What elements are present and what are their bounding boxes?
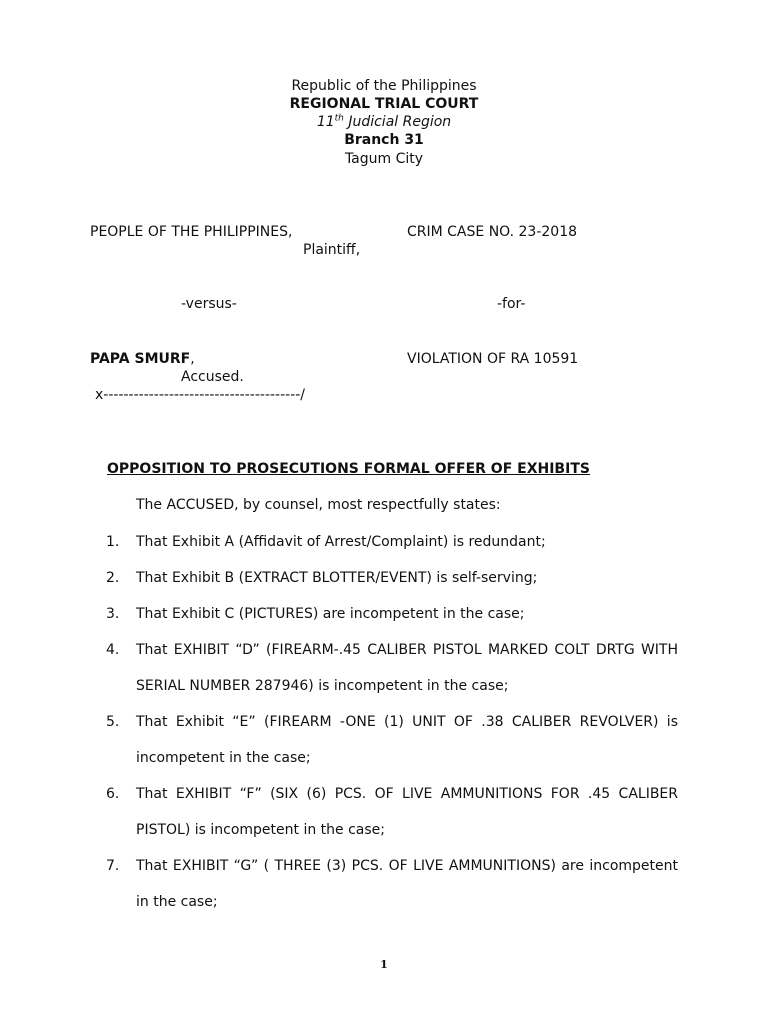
list-item — [106, 704, 678, 776]
item-text: That Exhibit B (EXTRACT BLOTTER/EVENT) is self-serving; — [136, 570, 538, 586]
header-region — [0, 114, 768, 130]
item-number: 4. — [106, 642, 120, 658]
list-item — [106, 596, 678, 632]
list-item — [106, 776, 678, 848]
list-item — [106, 632, 678, 704]
case-number: CRIM CASE NO. 23-2018 — [407, 224, 578, 240]
list-item — [106, 848, 678, 920]
document-title: OPPOSITION TO PROSECUTIONS FORMAL OFFER OF EXHIBITS — [107, 461, 590, 477]
list-item — [106, 560, 678, 596]
item-text: That EXHIBIT “G” ( THREE (3) PCS. OF LIVE AMMUNITIONS) are incompetent in the case; — [136, 858, 678, 910]
item-number: 7. — [106, 858, 120, 874]
header-region-sup: th — [334, 113, 344, 124]
header-region-rest: Judicial Region — [343, 114, 452, 130]
exhibit-list — [106, 524, 678, 920]
caption-separator: x---------------------------------------/ — [95, 387, 306, 403]
item-text: That Exhibit C (PICTURES) are incompetent in the case; — [136, 606, 525, 622]
item-number: 2. — [106, 570, 120, 586]
header-region-ordinal: 11 — [316, 114, 335, 130]
accused-role: Accused. — [181, 369, 244, 385]
page-number: 1 — [380, 958, 388, 971]
list-item — [106, 524, 678, 560]
item-number: 6. — [106, 786, 120, 802]
item-text: That Exhibit A (Affidavit of Arrest/Complaint) is redundant; — [136, 534, 546, 550]
item-text: That Exhibit “E” (FIREARM -ONE (1) UNIT OF .38 CALIBER REVOLVER) is incompetent in the case; — [136, 714, 678, 766]
item-number: 1. — [106, 534, 120, 550]
plaintiff-name: PEOPLE OF THE PHILIPPINES, — [90, 224, 293, 240]
header-city: Tagum City — [344, 151, 424, 167]
header-branch: Branch 31 — [344, 132, 424, 148]
item-number: 3. — [106, 606, 120, 622]
for-label: -for- — [497, 296, 526, 312]
header-republic: Republic of the Philippines — [291, 78, 477, 94]
versus-label: -versus- — [181, 296, 237, 312]
intro-paragraph: The ACCUSED, by counsel, most respectfully states: — [136, 497, 501, 513]
violation-label: VIOLATION OF RA 10591 — [407, 351, 579, 367]
item-text: That EXHIBIT “D” (FIREARM-.45 CALIBER PISTOL MARKED COLT DRTG WITH SERIAL NUMBER 287946) is incompetent in the case; — [136, 642, 678, 694]
header-court: REGIONAL TRIAL COURT — [289, 96, 479, 112]
plaintiff-role: Plaintiff, — [303, 242, 361, 258]
accused-name: PAPA SMURF — [90, 351, 191, 367]
item-text: That EXHIBIT “F” (SIX (6) PCS. OF LIVE AMMUNITIONS FOR .45 CALIBER PISTOL) is incompetent in the case; — [136, 786, 678, 838]
accused-comma: , — [190, 351, 195, 367]
accused-name-line — [90, 351, 195, 367]
item-number: 5. — [106, 714, 120, 730]
